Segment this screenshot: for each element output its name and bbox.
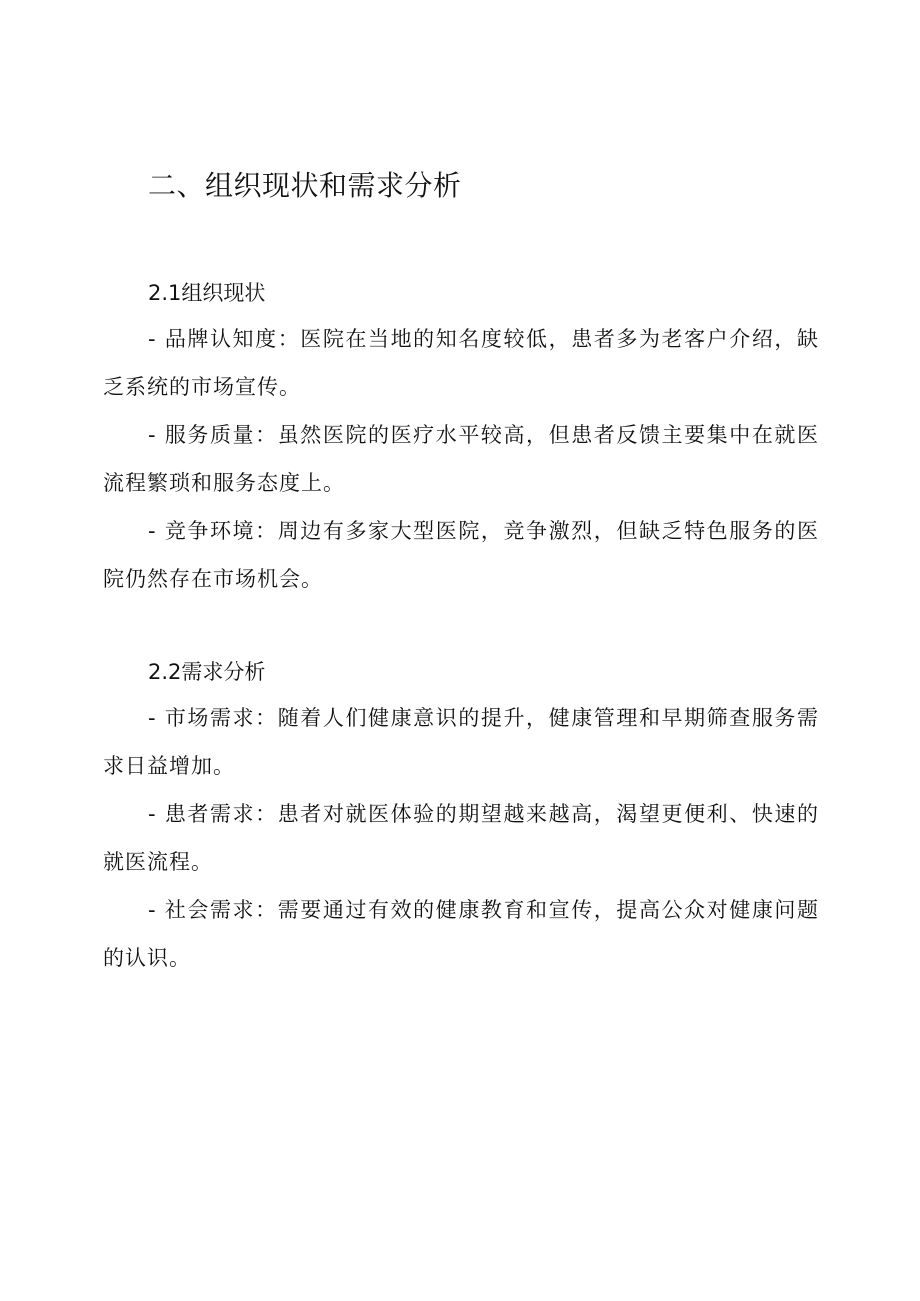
- section-needs-analysis: [103, 655, 819, 982]
- paragraph-market-demand: - 市场需求：随着人们健康意识的提升，健康管理和早期筛查服务需求日益增加。: [103, 706, 819, 778]
- paragraph-competition: - 竞争环境：周边有多家大型医院，竞争激烈，但缺乏特色服务的医院仍然存在市场机会。: [103, 519, 819, 591]
- section-heading: 2.1组织现状: [148, 281, 266, 305]
- paragraph-social-demand: - 社会需求：需要通过有效的健康教育和宣传，提高公众对健康问题的认识。: [103, 898, 819, 970]
- section-heading: 2.2需求分析: [148, 660, 266, 684]
- page-title: 二、组织现状和需求分析: [148, 169, 462, 202]
- paragraph-patient-demand: - 患者需求：患者对就医体验的期望越来越高，渴望更便利、快速的就医流程。: [103, 802, 819, 874]
- paragraph-service-quality: - 服务质量：虽然医院的医疗水平较高，但患者反馈主要集中在就医流程繁琐和服务态度上。: [103, 423, 819, 495]
- section-organization-status: [103, 276, 819, 603]
- paragraph-brand-awareness: - 品牌认知度：医院在当地的知名度较低，患者多为老客户介绍，缺乏系统的市场宣传。: [103, 327, 819, 399]
